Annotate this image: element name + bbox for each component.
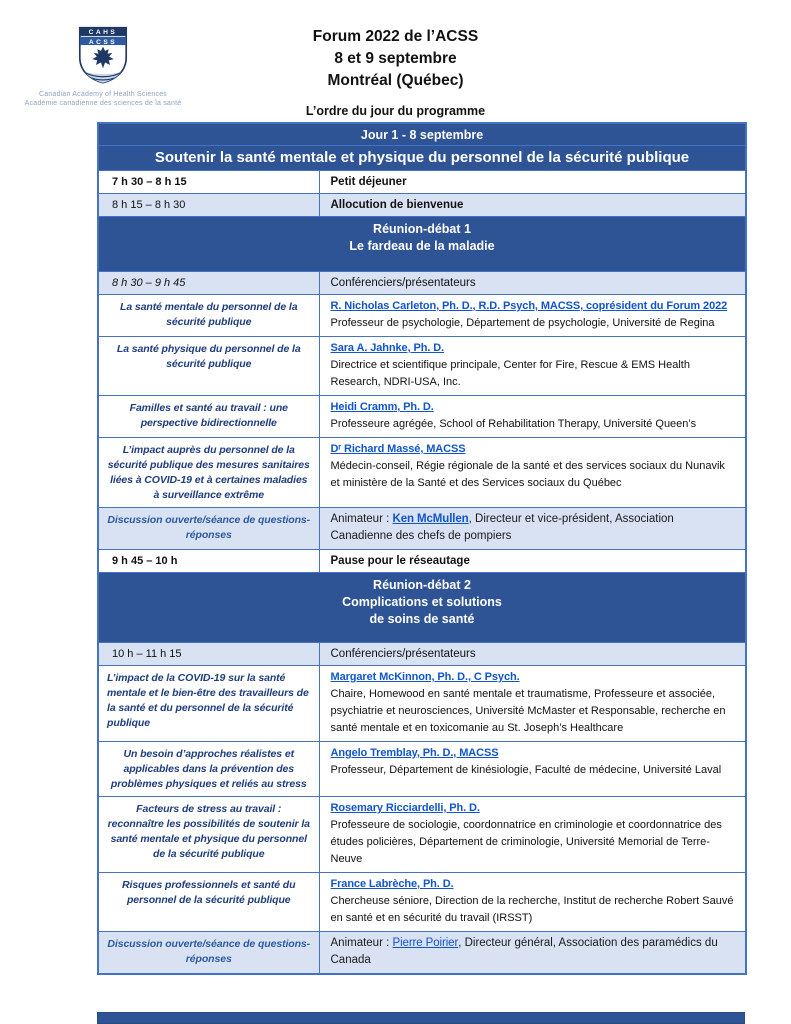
section-banner — [98, 123, 746, 146]
simple-row — [98, 550, 746, 573]
logo-acronym-fr: ACSS — [88, 38, 118, 46]
speaker-desc: Professeure agrégée, School of Rehabilitation Therapy, Université Queen’s — [330, 418, 697, 430]
title-line-3: Montréal (Québec) — [327, 72, 464, 89]
topic-cell: Familles et santé au travail : une perspective bidirectionnelle — [98, 396, 319, 438]
title-line-2: 8 et 9 septembre — [334, 50, 457, 67]
logo-name-en: Canadian Academy of Health Sciences — [38, 91, 168, 98]
section-banner — [98, 573, 746, 643]
speaker-cell — [319, 295, 746, 337]
event-cell: Petit déjeuner — [319, 171, 746, 194]
event-cell: Allocution de bienvenue — [319, 194, 746, 217]
topic-cell: Discussion ouverte/séance de questions-réponses — [98, 932, 319, 975]
speaker-desc: Chaire, Homewood en santé mentale et traumatisme, Professeure et associée, psychiatrie et neurosciences, Université McMaster et Responsable, recherche en santé mentale et en toxicomanie au St. Joseph’s Healthcare — [330, 688, 726, 734]
agenda-heading: L’ordre du jour du programme — [305, 104, 486, 118]
event-cell: Pause pour le réseautage — [319, 550, 746, 573]
time-cell: 9 h 45 – 10 h — [98, 550, 319, 573]
banner-row — [98, 146, 746, 171]
time-cell: 8 h 15 – 8 h 30 — [98, 194, 319, 217]
banner-line: de soins de santé — [369, 612, 475, 626]
topic-cell: L’impact de la COVID-19 sur la santé mentale et le bien-être des travailleurs de la santé et du personnel de la sécurité publique — [98, 666, 319, 742]
logo-acronym-en: CAHS — [88, 28, 118, 36]
event-cell: Conférenciers/présentateurs — [319, 643, 746, 666]
speaker-cell — [319, 742, 746, 797]
speaker-desc: Directrice et scientifique principale, Center for Fire, Rescue & EMS Health Research, NDRI-USA, Inc. — [330, 359, 690, 388]
next-section-banner-partial — [97, 1012, 745, 1024]
speaker-row — [98, 873, 746, 932]
moderator-prefix: Animateur : — [330, 937, 393, 949]
topic-cell: Risques professionnels et santé du personnel de la sécurité publique — [98, 873, 319, 932]
speaker-row — [98, 666, 746, 742]
speaker-cell — [319, 337, 746, 396]
speaker-desc: Médecin-conseil, Régie régionale de la santé et des services sociaux du Nunavik et ministère de la Santé et des Services sociaux du Québec — [330, 460, 725, 489]
topic-cell: La santé mentale du personnel de la sécurité publique — [98, 295, 319, 337]
banner-line: Complications et solutions — [342, 595, 502, 609]
speaker-link[interactable]: Angelo Tremblay, Ph. D., MACSS — [330, 747, 499, 759]
simple-row — [98, 272, 746, 295]
speaker-link[interactable]: Rosemary Ricciardelli, Ph. D. — [330, 802, 480, 814]
topic-cell: Un besoin d’approches réalistes et applicables dans la prévention des problèmes physiques et reliés au stress — [98, 742, 319, 797]
speaker-link[interactable]: R. Nicholas Carleton, Ph. D., R.D. Psych, MACSS, coprésident du Forum 2022 — [330, 300, 728, 312]
speaker-link[interactable]: France Labrèche, Ph. D. — [330, 878, 454, 890]
banner-line: Jour 1 - 8 septembre — [360, 128, 484, 142]
banner-row — [98, 573, 746, 643]
moderator-row — [98, 508, 746, 550]
speaker-desc: Chercheuse séniore, Direction de la recherche, Institut de recherche Robert Sauvé en santé et en sécurité du travail (IRSST) — [330, 895, 734, 924]
speaker-row — [98, 337, 746, 396]
agenda-table — [97, 122, 747, 975]
speaker-link[interactable]: Sara A. Jahnke, Ph. D. — [330, 342, 445, 354]
speaker-desc: Professeur de psychologie, Département de psychologie, Université de Regina — [330, 317, 715, 329]
event-cell: Conférenciers/présentateurs — [319, 272, 746, 295]
speaker-cell — [319, 508, 746, 550]
topic-cell: L’impact auprès du personnel de la sécurité publique des mesures sanitaires liées à COVID-19 et à certaines maladies à surveillance extrême — [98, 438, 319, 508]
section-banner — [98, 217, 746, 272]
time-cell: 10 h – 11 h 15 — [98, 643, 319, 666]
time-cell: 8 h 30 – 9 h 45 — [98, 272, 319, 295]
speaker-link[interactable]: Dʳ Richard Massé, MACSS — [330, 443, 466, 455]
speaker-row — [98, 438, 746, 508]
speaker-row — [98, 742, 746, 797]
speaker-row — [98, 295, 746, 337]
banner-row — [98, 217, 746, 272]
topic-cell: Facteurs de stress au travail : reconnaître les possibilités de soutenir la santé mentale et physique du personnel de la sécurité publique — [98, 797, 319, 873]
document-title — [0, 26, 791, 92]
speaker-desc: Professeure de sociologie, coordonnatrice en criminologie et coordonnatrice des études policières, Département de criminologie, Université Memorial de Terre-Neuve — [330, 819, 722, 865]
title-line-1: Forum 2022 de l’ACSS — [312, 28, 479, 45]
moderator-suffix: , Directeur et vice-président, Association Canadienne des chefs de pompiers — [330, 513, 674, 542]
speaker-row — [98, 797, 746, 873]
simple-row — [98, 643, 746, 666]
moderator-prefix: Animateur : — [330, 513, 393, 525]
speaker-cell — [319, 797, 746, 873]
simple-row — [98, 194, 746, 217]
banner-line: Réunion-débat 2 — [373, 578, 471, 592]
speaker-cell — [319, 666, 746, 742]
speaker-row — [98, 396, 746, 438]
banner-line: Soutenir la santé mentale et physique du personnel de la sécurité publique — [154, 149, 690, 166]
speaker-link[interactable]: Margaret McKinnon, Ph. D., C Psych. — [330, 671, 520, 683]
simple-row — [98, 171, 746, 194]
banner-line: Réunion-débat 1 — [373, 222, 471, 236]
topic-cell: La santé physique du personnel de la sécurité publique — [98, 337, 319, 396]
speaker-cell — [319, 396, 746, 438]
speaker-cell — [319, 438, 746, 508]
speaker-cell — [319, 873, 746, 932]
section-banner — [98, 146, 746, 171]
moderator-row — [98, 932, 746, 975]
speaker-link[interactable]: Pierre Poirier — [392, 937, 459, 949]
topic-cell: Discussion ouverte/séance de questions-réponses — [98, 508, 319, 550]
time-cell: 7 h 30 – 8 h 15 — [98, 171, 319, 194]
speaker-link[interactable]: Ken McMullen — [392, 513, 469, 525]
banner-row — [98, 123, 746, 146]
speaker-desc: Professeur, Département de kinésiologie, Faculté de médecine, Université Laval — [330, 764, 722, 776]
banner-line: Le fardeau de la maladie — [349, 239, 495, 253]
speaker-link[interactable]: Heidi Cramm, Ph. D. — [330, 401, 434, 413]
logo-name-fr: Académie canadienne des sciences de la santé — [24, 100, 182, 107]
speaker-cell — [319, 932, 746, 975]
moderator-suffix: , Directeur général, Association des paramédics du Canada — [330, 937, 718, 966]
